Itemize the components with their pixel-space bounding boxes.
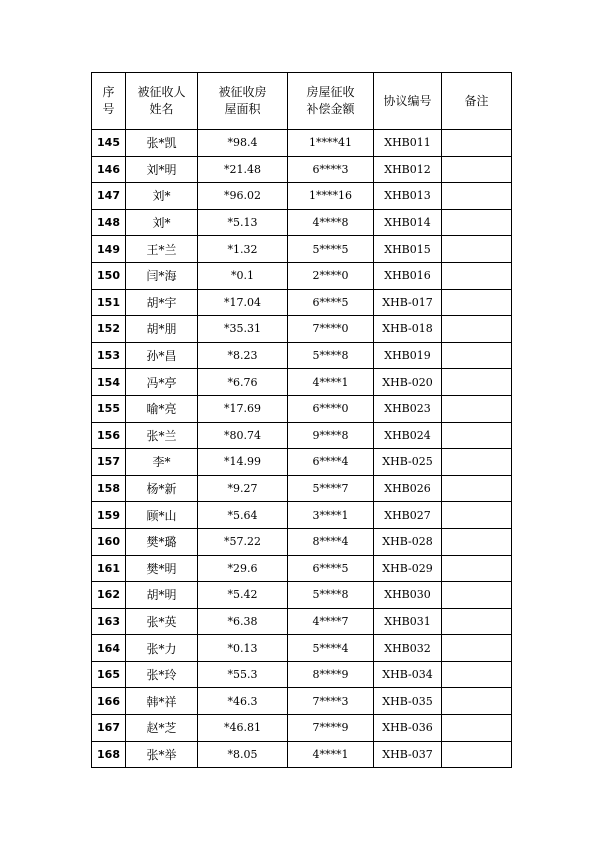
remark [442,635,512,662]
remark [442,236,512,263]
compensation-amount: 6****3 [288,156,374,183]
table-row [92,475,512,502]
compensation-amount: 5****8 [288,582,374,609]
agreement-number: XHB014 [374,209,442,236]
remark [442,289,512,316]
agreement-number: XHB-034 [374,661,442,688]
remark [442,741,512,768]
agreement-number: XHB-029 [374,555,442,582]
payee-name: 刘* [126,183,198,210]
table-row [92,661,512,688]
header-seq: 序号 [92,73,126,130]
payee-name: 喻*亮 [126,395,198,422]
remark [442,715,512,742]
agreement-number: XHB024 [374,422,442,449]
house-area: *5.13 [198,209,288,236]
table-row [92,422,512,449]
compensation-amount: 3****1 [288,502,374,529]
header-remark: 备注 [442,73,512,130]
house-area: *8.23 [198,342,288,369]
header-area: 被征收房屋面积 [198,73,288,130]
row-number: 145 [92,130,126,157]
table-row [92,502,512,529]
remark [442,582,512,609]
house-area: *6.38 [198,608,288,635]
remark [442,608,512,635]
compensation-amount: 7****9 [288,715,374,742]
compensation-amount: 6****0 [288,395,374,422]
compensation-amount: 2****0 [288,262,374,289]
house-area: *6.76 [198,369,288,396]
row-number: 156 [92,422,126,449]
row-number: 167 [92,715,126,742]
payee-name: 王*兰 [126,236,198,263]
row-number: 146 [92,156,126,183]
agreement-number: XHB-018 [374,316,442,343]
table-row [92,608,512,635]
agreement-number: XHB-036 [374,715,442,742]
compensation-amount: 6****5 [288,555,374,582]
payee-name: 张*玲 [126,661,198,688]
compensation-amount: 4****8 [288,209,374,236]
agreement-number: XHB031 [374,608,442,635]
house-area: *0.13 [198,635,288,662]
compensation-amount: 1****41 [288,130,374,157]
house-area: *5.42 [198,582,288,609]
table-row [92,209,512,236]
remark [442,369,512,396]
house-area: *17.04 [198,289,288,316]
row-number: 168 [92,741,126,768]
table-row [92,528,512,555]
table-row [92,688,512,715]
agreement-number: XHB011 [374,130,442,157]
compensation-amount: 7****3 [288,688,374,715]
remark [442,262,512,289]
table-row [92,369,512,396]
payee-name: 赵*芝 [126,715,198,742]
header-name: 被征收人姓名 [126,73,198,130]
agreement-number: XHB-025 [374,449,442,476]
row-number: 152 [92,316,126,343]
house-area: *5.64 [198,502,288,529]
payee-name: 樊*明 [126,555,198,582]
table-row [92,236,512,263]
remark [442,183,512,210]
agreement-number: XHB030 [374,582,442,609]
house-area: *57.22 [198,528,288,555]
agreement-number: XHB012 [374,156,442,183]
house-area: *29.6 [198,555,288,582]
payee-name: 刘*明 [126,156,198,183]
agreement-number: XHB016 [374,262,442,289]
row-number: 147 [92,183,126,210]
compensation-amount: 5****8 [288,342,374,369]
house-area: *21.48 [198,156,288,183]
agreement-number: XHB013 [374,183,442,210]
remark [442,209,512,236]
compensation-amount: 8****9 [288,661,374,688]
agreement-number: XHB-037 [374,741,442,768]
table-row [92,130,512,157]
agreement-number: XHB-020 [374,369,442,396]
payee-name: 韩*祥 [126,688,198,715]
compensation-amount: 4****7 [288,608,374,635]
compensation-amount: 6****4 [288,449,374,476]
table-row [92,316,512,343]
agreement-number: XHB-017 [374,289,442,316]
row-number: 161 [92,555,126,582]
row-number: 166 [92,688,126,715]
payee-name: 胡*明 [126,582,198,609]
table-row [92,183,512,210]
table-row [92,582,512,609]
payee-name: 闫*海 [126,262,198,289]
compensation-amount: 7****0 [288,316,374,343]
row-number: 159 [92,502,126,529]
table-row [92,289,512,316]
compensation-amount: 4****1 [288,741,374,768]
remark [442,449,512,476]
house-area: *8.05 [198,741,288,768]
table-row [92,342,512,369]
house-area: *46.3 [198,688,288,715]
row-number: 164 [92,635,126,662]
payee-name: 顾*山 [126,502,198,529]
house-area: *98.4 [198,130,288,157]
remark [442,555,512,582]
payee-name: 冯*亭 [126,369,198,396]
payee-name: 张*举 [126,741,198,768]
remark [442,130,512,157]
row-number: 160 [92,528,126,555]
row-number: 154 [92,369,126,396]
agreement-number: XHB015 [374,236,442,263]
agreement-number: XHB032 [374,635,442,662]
house-area: *80.74 [198,422,288,449]
payee-name: 张*凯 [126,130,198,157]
agreement-number: XHB-035 [374,688,442,715]
agreement-number: XHB027 [374,502,442,529]
row-number: 153 [92,342,126,369]
table-row [92,635,512,662]
agreement-number: XHB019 [374,342,442,369]
table-row [92,741,512,768]
house-area: *14.99 [198,449,288,476]
house-area: *55.3 [198,661,288,688]
remark [442,316,512,343]
table-row [92,395,512,422]
house-area: *17.69 [198,395,288,422]
house-area: *0.1 [198,262,288,289]
compensation-amount: 5****5 [288,236,374,263]
remark [442,528,512,555]
payee-name: 张*英 [126,608,198,635]
row-number: 150 [92,262,126,289]
table-row [92,555,512,582]
table-row [92,156,512,183]
compensation-amount: 9****8 [288,422,374,449]
payee-name: 张*兰 [126,422,198,449]
agreement-number: XHB023 [374,395,442,422]
remark [442,342,512,369]
row-number: 163 [92,608,126,635]
house-area: *46.81 [198,715,288,742]
row-number: 162 [92,582,126,609]
agreement-number: XHB026 [374,475,442,502]
agreement-number: XHB-028 [374,528,442,555]
remark [442,502,512,529]
remark [442,475,512,502]
compensation-amount: 4****1 [288,369,374,396]
table-row [92,715,512,742]
remark [442,661,512,688]
payee-name: 胡*朋 [126,316,198,343]
row-number: 165 [92,661,126,688]
compensation-amount: 6****5 [288,289,374,316]
payee-name: 刘* [126,209,198,236]
compensation-table [91,72,512,768]
house-area: *35.31 [198,316,288,343]
payee-name: 樊*璐 [126,528,198,555]
row-number: 158 [92,475,126,502]
remark [442,688,512,715]
row-number: 151 [92,289,126,316]
table-header [92,73,512,130]
payee-name: 张*力 [126,635,198,662]
row-number: 155 [92,395,126,422]
payee-name: 杨*新 [126,475,198,502]
compensation-amount: 8****4 [288,528,374,555]
table-row [92,449,512,476]
house-area: *1.32 [198,236,288,263]
header-agreement: 协议编号 [374,73,442,130]
payee-name: 李* [126,449,198,476]
house-area: *96.02 [198,183,288,210]
row-number: 149 [92,236,126,263]
header-amount: 房屋征收补偿金额 [288,73,374,130]
header-row [92,73,512,130]
compensation-amount: 5****4 [288,635,374,662]
table-body [92,130,512,768]
house-area: *9.27 [198,475,288,502]
table-row [92,262,512,289]
row-number: 157 [92,449,126,476]
remark [442,156,512,183]
remark [442,422,512,449]
compensation-amount: 1****16 [288,183,374,210]
payee-name: 胡*宇 [126,289,198,316]
payee-name: 孙*昌 [126,342,198,369]
remark [442,395,512,422]
compensation-amount: 5****7 [288,475,374,502]
row-number: 148 [92,209,126,236]
